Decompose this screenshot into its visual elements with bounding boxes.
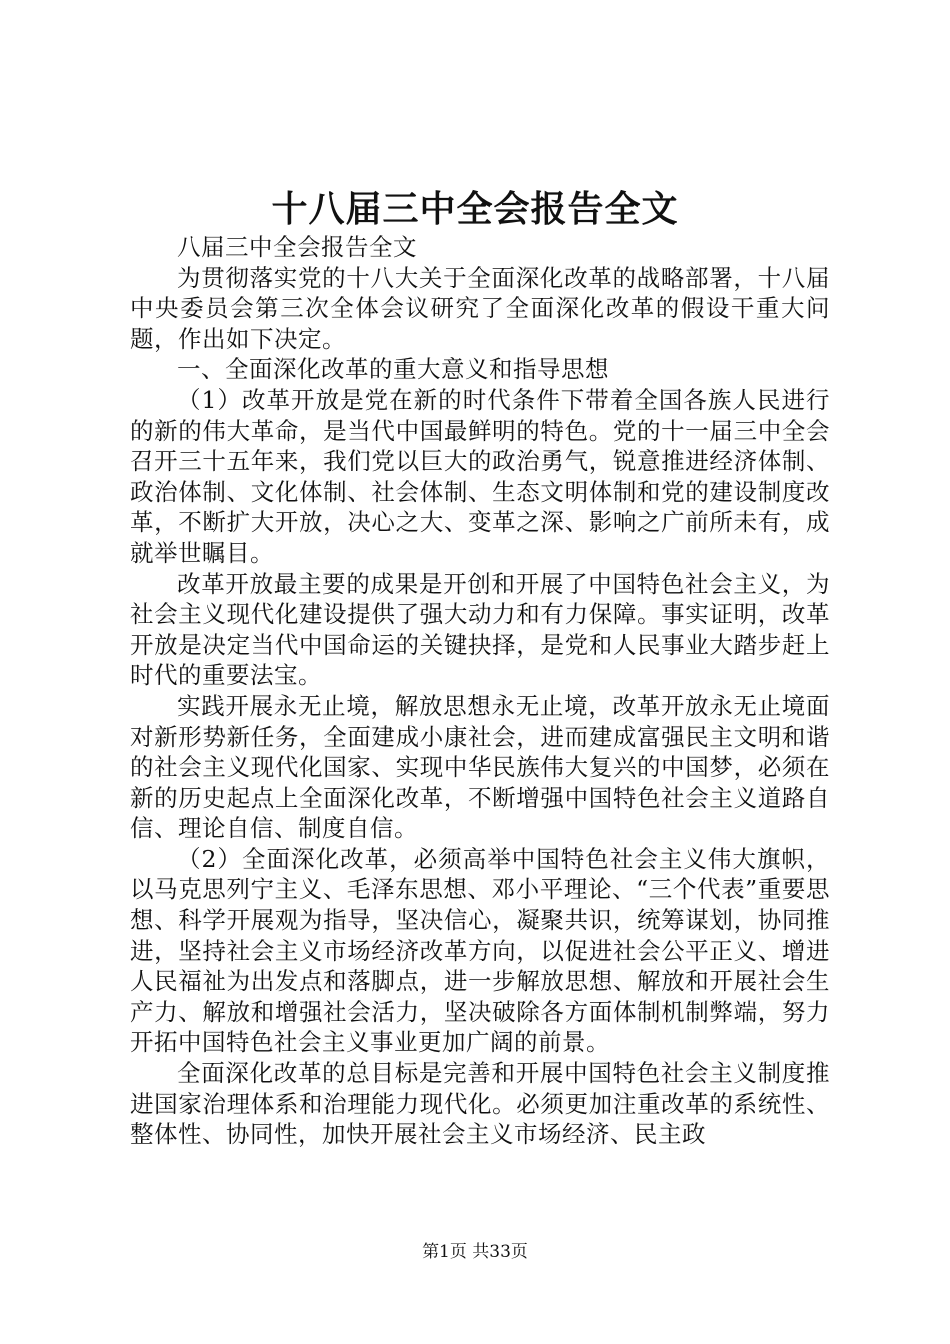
paragraph-item-1: （1）改革开放是党在新的时代条件下带着全国各族人民进行的新的伟大革命，是当代中国最鲜明的特色。党的十一届三中全会召开三十五年来，我们党以巨大的政治勇气，锐意推进经济体制、政治体制、文化体制、社会体制、生态文明体制和党的建设制度改革，不断扩大开放，决心之大、变革之深、影响之广前所未有，成就举世瞩目。 (130, 385, 830, 567)
page-footer: 第1页 共33页 (422, 1242, 528, 1262)
paragraph-subtitle: 八届三中全会报告全文 (177, 233, 417, 261)
paragraph: 改革开放最主要的成果是开创和开展了中国特色社会主义，为社会主义现代化建设提供了强大动力和有力保障。事实证明，改革开放是决定当代中国命运的关键抉择，是党和人民事业大踏步赶上时代的重要法宝。 (130, 569, 830, 690)
section-heading: 一、全面深化改革的重大意义和指导思想 (177, 355, 609, 384)
paragraph: 实践开展永无止境，解放思想永无止境，改革开放永无止境面对新形势新任务，全面建成小康社会，进而建成富强民主文明和谐的社会主义现代化国家、实现中华民族伟大复兴的中国梦，必须在新的历史起点上全面深化改革，不断增强中国特色社会主义道路自信、理论自信、制度自信。 (130, 691, 830, 843)
paragraph: 全面深化改革的总目标是完善和开展中国特色社会主义制度推进国家治理体系和治理能力现代化。必须更加注重改革的系统性、整体性、协同性，加快开展社会主义市场经济、民主政 (130, 1059, 830, 1149)
document-title: 十八届三中全会报告全文 (271, 188, 679, 230)
paragraph-intro: 为贯彻落实党的十八大关于全面深化改革的战略部署，十八届中央委员会第三次全体会议研究了全面深化改革的假设干重大问题，作出如下决定。 (130, 263, 830, 353)
document-body (130, 232, 830, 1150)
paragraph-item-2: （2）全面深化改革，必须高举中国特色社会主义伟大旗帜，以马克思列宁主义、毛泽东思想、邓小平理论、“三个代表”重要思想、科学开展观为指导，坚决信心，凝聚共识，统筹谋划，协同推进，坚持社会主义市场经济改革方向，以促进社会公平正义、增进人民福祉为出发点和落脚点，进一步解放思想、解放和开展社会生产力、解放和增强社会活力，坚决破除各方面体制机制弊端，努力开拓中国特色社会主义事业更加广阔的前景。 (130, 844, 830, 1057)
